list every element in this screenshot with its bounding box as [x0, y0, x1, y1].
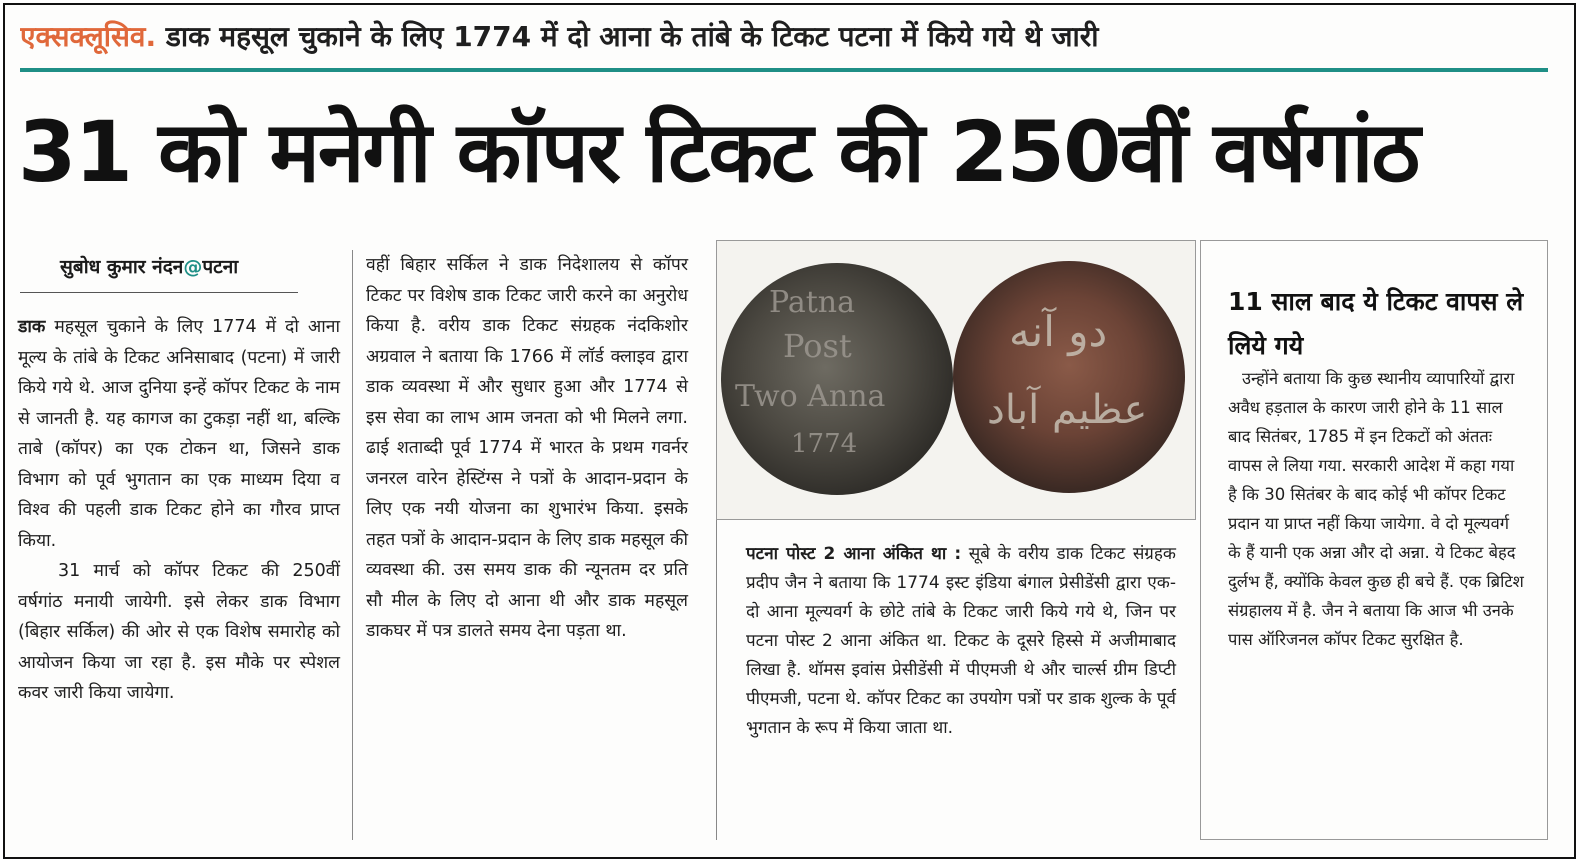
kicker-divider [20, 68, 1548, 72]
coin-back-line-1: دو آنه [1009, 307, 1108, 356]
drop-lead-word: डाक [18, 317, 46, 337]
kicker-tag: एक्सक्लूसिव [20, 20, 146, 53]
sidebar-paragraph: उन्होंने बताया कि कुछ स्थानीय व्यापारियों द्वारा अवैध हड़ताल के कारण जारी होने के 11 साल बाद सितंबर, 1785 में इन टिकटों को अंततः वापस ले लिया गया. सरकारी आदेश में कहा गया है कि 30 सितंबर के बाद कोई भी कॉपर टिकट प्रदान या प्राप्त नहीं किया जायेगा. वे दो मूल्यवर्ग के हैं यानी एक अन्ना और दो अन्ना. ये टिकट बेहद दुर्लभ हैं, क्योंकि केवल कुछ ही बचे हैं. एक ब्रिटिश संग्रहालय में है. जैन ने बताया कि आज भी उनके पास ऑरिजनल कॉपर टिकट सुरक्षित है. [1228, 369, 1524, 649]
column1-paragraph-2: 31 मार्च को कॉपर टिकट की 250वीं वर्षगांठ मनायी जायेगी. इसे लेकर डाक विभाग (बिहार सर्किल) की ओर से एक विशेष समारोह को आयोजन किया जा रहा है. इस मौके पर स्पेशल कवर जारी किया जायेगा. [18, 561, 340, 703]
caption-text: सूबे के वरीय डाक टिकट संग्रहक प्रदीप जैन ने बताया कि 1774 इस्ट इंडिया बंगाल प्रेसीडेंसी द्वारा एक-दो आना मूल्यवर्ग के छोटे तांबे के टिकट जारी किये गये थे, जिन पर पटना पोस्ट 2 आना अंकित था. टिकट के दूसरे हिस्से में अजीमाबाद लिखा है. थॉमस इवांस प्रेसीडेंसी में पीएमजी थे और चार्ल्स ग्रीम डिप्टी पीएमजी, पटना थे. कॉपर टिकट का उपयोग पत्रों पर डाक शुल्क के पूर्व भुगतान के रूप में किया जाता था. [746, 544, 1176, 738]
coin-front-line-2: Post [783, 327, 852, 365]
byline-divider [20, 292, 298, 293]
byline-at: @ [183, 256, 203, 278]
byline-place: पटना [202, 256, 239, 278]
copper-ticket-back-image [953, 261, 1185, 493]
coin-front-line-3: Two Anna [735, 379, 886, 414]
kicker-line [20, 14, 1550, 60]
byline-author: सुबोध कुमार नंदन [60, 256, 184, 278]
coin-front-line-4: 1774 [791, 429, 858, 459]
kicker-separator: . [145, 20, 157, 53]
caption-lead: पटना पोस्ट 2 आना अंकित था : [746, 544, 962, 564]
caption-border-left [716, 520, 717, 840]
coin-back-line-2: عظیم آباد [987, 387, 1148, 433]
column2-paragraph-1: वहीं बिहार सर्किल ने डाक निदेशालय से कॉपर टिकट पर विशेष डाक टिकट जारी करने का अनुरोध किया है. वरीय डाक टिकट संग्रहक नंदकिशोर अग्रवाल ने बताया कि 1766 में लॉर्ड क्लाइव द्वारा डाक व्यवस्था में और सुधार हुआ और 1774 से इस सेवा का लाभ आम जनता को भी मिलने लगा. ढाई शताब्दी पूर्व 1774 में भारत के प्रथम गवर्नर जनरल वारेन हेस्टिंग्स ने पत्रों के आदान-प्रदान के लिए एक नयी योजना का शुभारंभ किया. इसके तहत पत्रों के आदान-प्रदान के लिए डाक महसूल की व्यवस्था की. उस समय डाक की न्यूनतम दर प्रति सौ मील के लिए दो आना थी और डाक महसूल डाकघर में पत्र डालते समय देना पड़ता था. [366, 255, 688, 641]
copper-ticket-front-image [721, 263, 953, 495]
byline [60, 252, 300, 282]
kicker-text: डाक महसूल चुकाने के लिए 1774 में दो आना के तांबे के टिकट पटना में किये गये थे जारी [165, 20, 1099, 53]
coin-front-line-1: Patna [769, 285, 855, 320]
caption-paragraph [746, 540, 1176, 743]
column1-paragraph-1 [18, 312, 340, 556]
article-column-1 [18, 312, 340, 709]
column1-text-1: महसूल चुकाने के लिए 1774 में दो आना मूल्य के तांबे के टिकट अनिसाबाद (पटना) में जारी किये गये थे. आज दुनिया इन्हें कॉपर टिकट के नाम से जानती है. यह कागज का टुकड़ा नहीं था, बल्कि ताबे (कॉपर) का एक टोकन था, जिसने डाक विभाग को पूर्व भुगतान का एक माध्यम दिया व विश्व की पहली डाक टिकट होने का गौरव प्राप्त किया. [18, 317, 340, 551]
sidebar-body [1228, 364, 1524, 654]
column-divider-1 [352, 250, 353, 840]
article-column-2 [366, 250, 688, 647]
main-headline: 31 को मनेगी कॉपर टिकट की 250वीं वर्षगांठ [18, 103, 1419, 201]
photo-caption [746, 540, 1176, 743]
copper-ticket-photo [716, 240, 1196, 520]
sidebar-headline: 11 साल बाद ये टिकट वापस ले लिये गये [1228, 287, 1524, 360]
